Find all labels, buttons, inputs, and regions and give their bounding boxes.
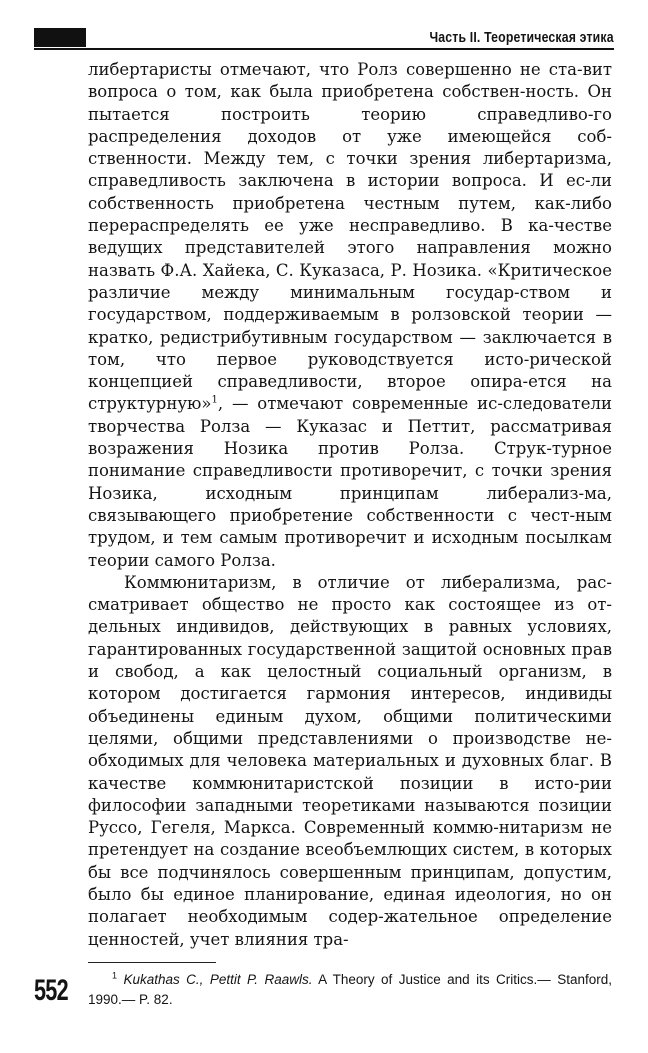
footnote-entry (88, 970, 612, 1010)
footnote (88, 970, 612, 1010)
header-rule (34, 48, 614, 50)
paragraph-libertarians-tail: , — отмечают современные ис-следователи творчества Ролза — Куказас и Петтит, рассматривая возражения Нозика против Ролза. Струк-турное понимание справедливости противоречит, с точки зрения Нозика, исходным принципам либерализ-ма, связывающего приобретение собственности с чест-ным трудом, и тем самым противоречит и исходным посылкам теории самого Ролза. (88, 394, 612, 570)
body-text (88, 59, 612, 951)
footnote-number: 1 (112, 970, 118, 981)
page-number: 552 (34, 974, 68, 1007)
paragraph-libertarians (88, 59, 612, 572)
header-title: Часть II. Теоретическая этика (429, 29, 614, 46)
paragraph-communitarianism: Коммюнитаризм, в отличие от либерализма, рас-сматривает общество не просто как состоящее из от-дельных индивидов, действующих в равных условиях, гарантированных государственной защитой основных прав и свобод, а как целостный социальный организм, в котором достигается гармония интересов, индивиды объединены единым духом, общими политическими целями, общими представлениями о производстве не-обходимых для человека материальных и духовных благ. В качестве коммюнитаристской позиции в исто-рии философии западными теоретиками называются позиции Руссо, Гегеля, Маркса. Современный коммю-нитаризм не претендует на создание всеобъемлющих систем, в которых бы все подчинялось совершенным принципам, допустим, было бы единое планирование, единая идеология, но он полагает необходимым содер-жательное определение ценностей, учет влияния тра- (88, 572, 612, 949)
paragraph-libertarians-text: либертаристы отмечают, что Ролз совершенно не ста-вит вопроса о том, как была приобретена собствен-ность. Он пытается построить теорию справедливо-го распределения доходов от уже имеющейся соб-ственности. Между тем, с точки зрения либертаризма, справедливость заключена в истории вопроса. И ес-ли собственность приобретена честным путем, как-либо перераспределять ее уже несправедливо. В ка-честве ведущих представителей этого направления можно назвать Ф.А. Хайека, С. Куказаса, Р. Нозика. «Критическое различие между минимальным государ-ством и государством, поддерживаемым в ролзовской теории — кратко, редистрибутивным государством — заключается в том, что первое руководствуется исто-рической концепцией справедливости, второе опира-ется на структурную» (88, 60, 612, 414)
footnote-divider (88, 962, 216, 963)
footnote-text: A Theory of Justice and its Critics.— Stanford, 1990.— P. 82. (88, 972, 612, 1007)
footnote-reference[interactable]: 1 (211, 394, 218, 406)
running-header (34, 28, 614, 48)
header-black-bar (34, 28, 86, 47)
footnote-authors: Kukathas C., Pettit P. Raawls. (123, 972, 313, 987)
